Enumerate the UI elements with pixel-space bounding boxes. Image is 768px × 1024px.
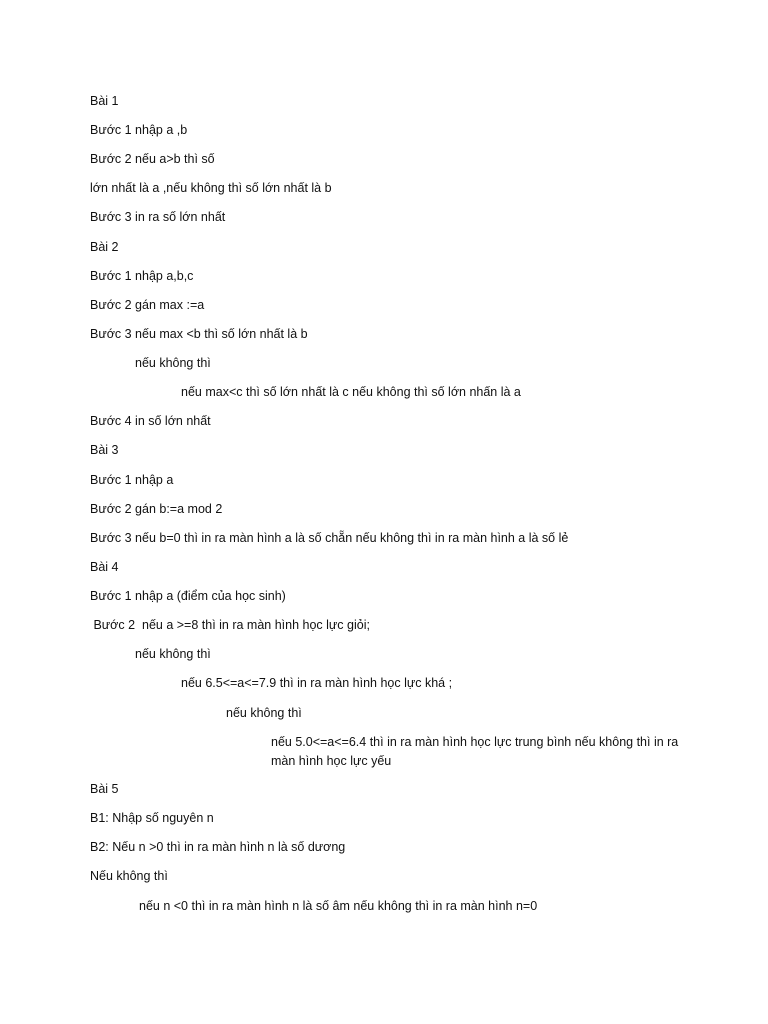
text-paragraph-indented: nếu 5.0<=a<=6.4 thì in ra màn hình học lực trung bình nếu không thì in ra màn hình học lực yếu [271,735,679,768]
text-line: Bước 2 gán max :=a [90,298,205,312]
text-line: Bước 3 nếu max <b thì số lớn nhất là b [90,327,308,341]
heading-bai-3: Bài 3 [90,443,119,457]
text-line: Bước 2 gán b:=a mod 2 [90,502,223,516]
text-line: Bước 3 in ra số lớn nhất [90,210,226,224]
text-line: Bước 4 in số lớn nhất [90,414,211,428]
text-line-indented: nếu n <0 thì in ra màn hình n là số âm nếu không thì in ra màn hình n=0 [139,899,538,913]
text-line-indented: nếu không thì [135,647,211,661]
text-line: Bước 2 nếu a>b thì số [90,152,215,166]
text-line: Nếu không thì [90,869,168,883]
text-line: B2: Nếu n >0 thì in ra màn hình n là số dương [90,840,346,854]
text-line-indented: nếu không thì [135,356,211,370]
text-line: B1: Nhập số nguyên n [90,811,214,825]
text-line: Bước 1 nhập a (điểm của học sinh) [90,589,286,603]
heading-bai-2: Bài 2 [90,240,119,254]
heading-bai-5: Bài 5 [90,782,119,796]
heading-bai-4: Bài 4 [90,560,119,574]
text-line-indented: nếu không thì [226,706,302,720]
text-line: lớn nhất là a ,nếu không thì số lớn nhất là b [90,181,332,195]
text-line: Bước 2 nếu a >=8 thì in ra màn hình học lực giỏi; [90,618,370,632]
text-line-indented: nếu 6.5<=a<=7.9 thì in ra màn hình học lực khá ; [181,676,453,690]
text-line: Bước 1 nhập a,b,c [90,269,194,283]
text-line-indented: nếu max<c thì số lớn nhất là c nếu không thì số lớn nhấn là a [181,385,521,399]
heading-bai-1: Bài 1 [90,94,119,108]
text-line: Bước 1 nhập a [90,473,174,487]
text-line: Bước 1 nhập a ,b [90,123,188,137]
text-line: Bước 3 nếu b=0 thì in ra màn hình a là số chẵn nếu không thì in ra màn hình a là số lẻ [90,531,569,545]
